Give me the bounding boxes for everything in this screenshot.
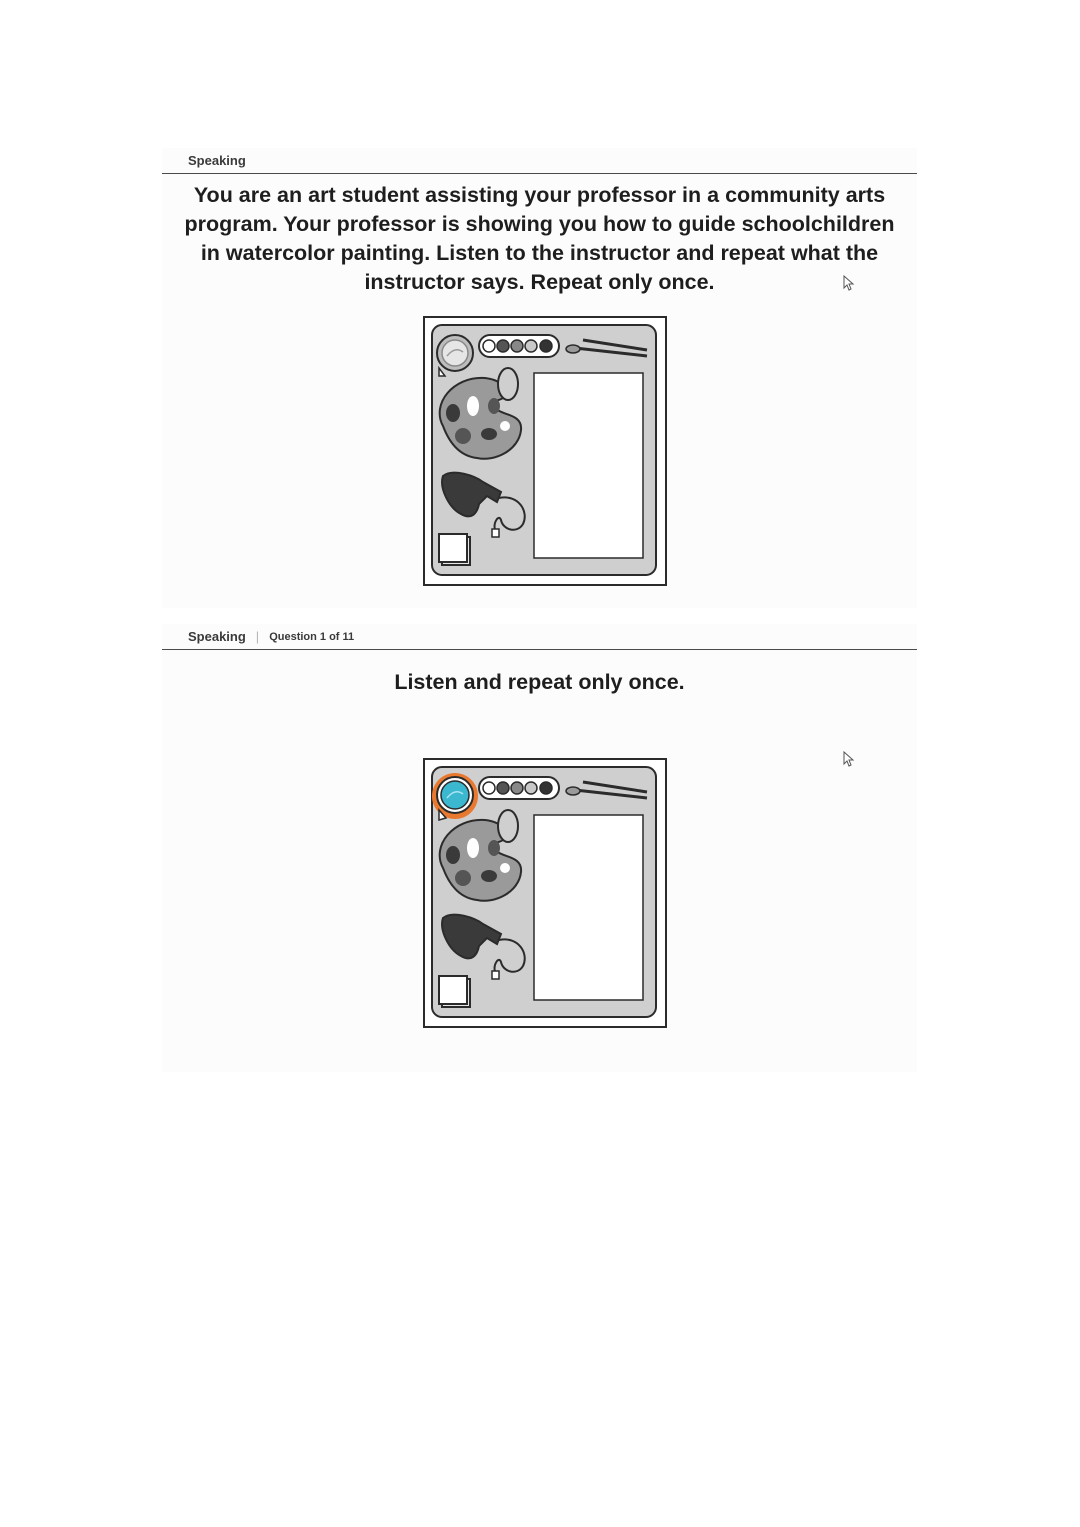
section-header bbox=[162, 148, 917, 174]
speaking-question-screen bbox=[162, 624, 917, 1072]
speaking-intro-screen bbox=[162, 148, 917, 608]
section-header bbox=[162, 624, 917, 650]
section-title: Speaking bbox=[188, 629, 246, 644]
question-counter: Question 1 of 11 bbox=[269, 630, 355, 643]
watercolor-supplies-image bbox=[423, 316, 667, 586]
section-title: Speaking bbox=[188, 153, 246, 168]
paint-set-icon bbox=[479, 777, 559, 799]
watercolor-supplies-image bbox=[423, 758, 667, 1028]
sponge-icon bbox=[439, 534, 470, 565]
task-instruction: Listen and repeat only once. bbox=[394, 670, 685, 694]
header-divider: | bbox=[255, 629, 260, 644]
paint-set-icon bbox=[479, 335, 559, 357]
mouse-cursor-icon bbox=[843, 275, 855, 291]
mouse-cursor-icon bbox=[843, 751, 855, 767]
task-instructions: You are an art student assisting your professor in a community arts program. Your professor is showing you how to guide schoolchildren in watercolor painting. Listen to the instructor and repeat what the instructor says. Repeat only once. bbox=[184, 183, 895, 294]
paper-sheet bbox=[534, 815, 643, 1000]
sponge-icon bbox=[439, 976, 470, 1007]
paper-sheet bbox=[534, 373, 643, 558]
